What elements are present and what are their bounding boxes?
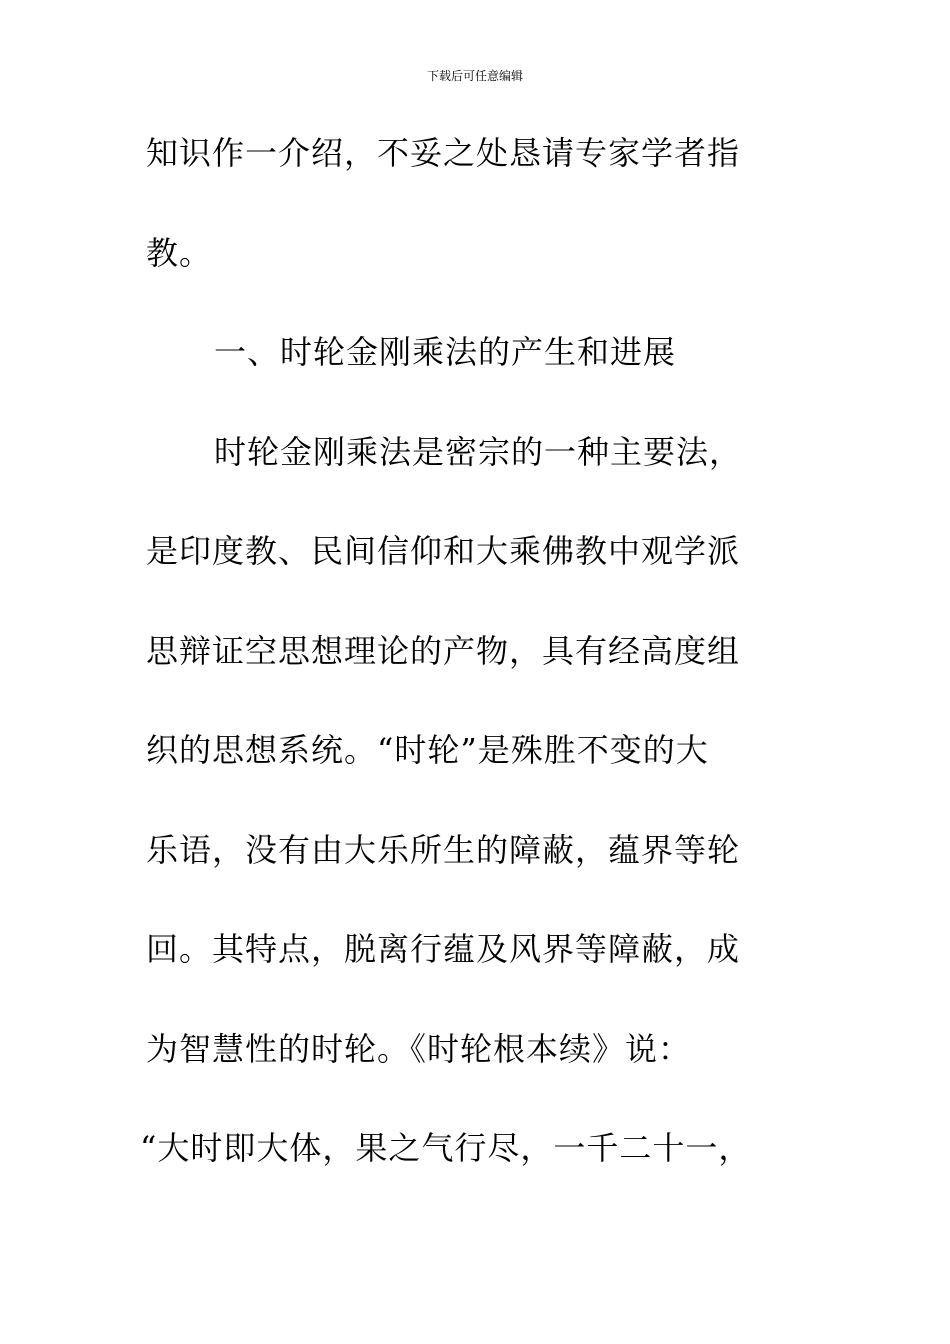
text-line: 为智慧性的时轮。《时轮根本续》说： bbox=[146, 1029, 692, 1068]
document-body bbox=[140, 126, 826, 1221]
quotation-line: “大时即大体，果之气行尽，一千二十一， bbox=[140, 1129, 752, 1167]
text-line: 乐语，没有由大乐所生的障蔽，蕴界等轮 bbox=[146, 830, 741, 869]
text-line: 知识作一介绍，不妥之处恳请专家学者指 bbox=[146, 134, 741, 172]
page-header: 下载后可任意编辑 bbox=[426, 69, 523, 83]
section-heading: 一、时轮金刚乘法的产生和进展 bbox=[214, 333, 677, 371]
paragraph-first-line: 时轮金刚乘法是密宗的一种主要法， bbox=[214, 432, 743, 471]
text-line: 回。其特点，脱离行蕴及风界等障蔽，成 bbox=[146, 930, 741, 968]
text-line: 思辩证空思想理论的产物，具有经高度组 bbox=[146, 631, 741, 670]
text-line: 教。 bbox=[146, 233, 213, 272]
text-line: 是印度教、民间信仰和大乘佛教中观学派 bbox=[146, 532, 741, 570]
text-line: 织的思想系统。“时轮”是殊胜不变的大 bbox=[146, 731, 709, 769]
